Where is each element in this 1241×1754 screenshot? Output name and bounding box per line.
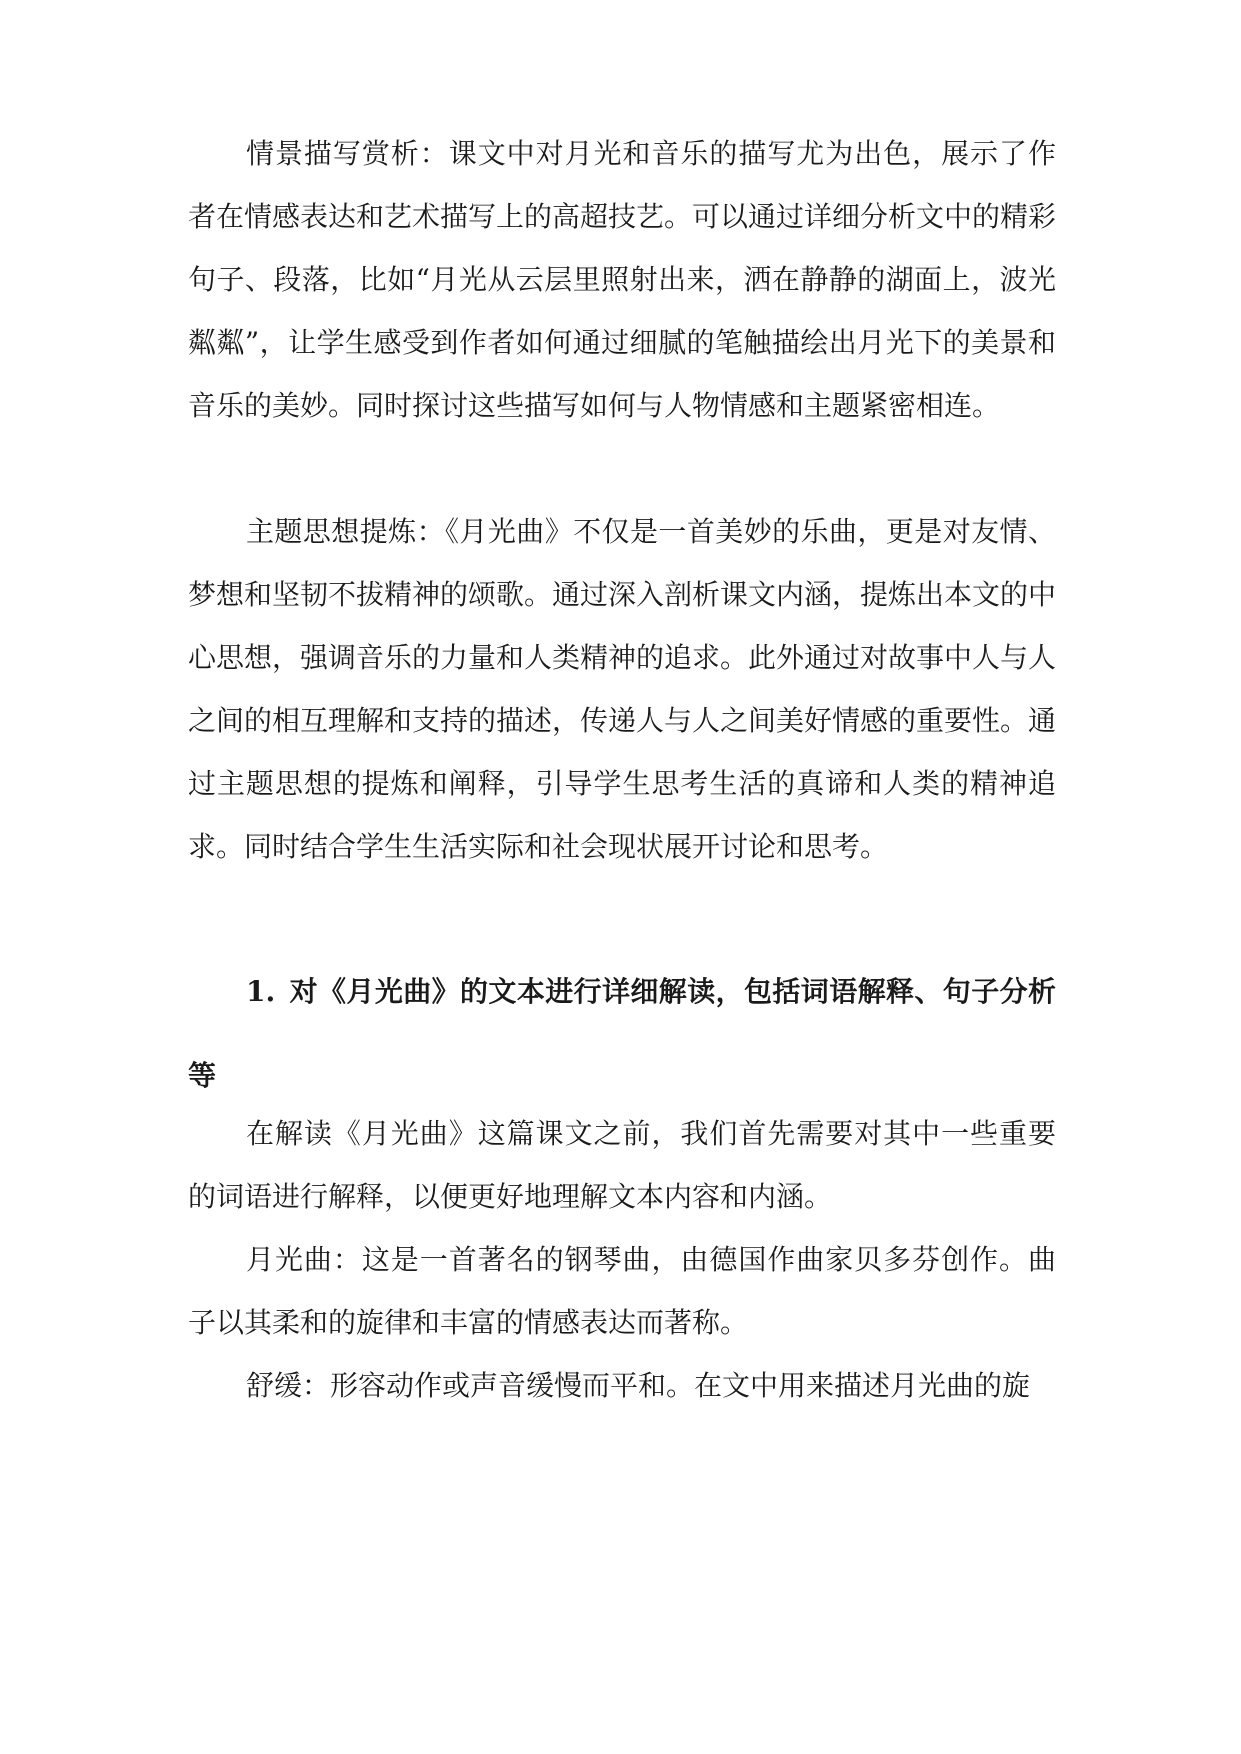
section-heading-number: 1. — [246, 975, 276, 1008]
paragraph-theme-refinement: 主题思想提炼：《月光曲》不仅是一首美妙的乐曲，更是对友情、梦想和坚韧不拔精神的颂歌。通过深入剖析课文内涵，提炼出本文的中心思想，强调音乐的力量和人类精神的追求。此外通过对故事中人与人之间的相互理解和支持的描述，传递人与人之间美好情感的重要性。通过主题思想的提炼和阐释，引导学生思考生活的真谛和人类的精神追求。同时结合学生生活实际和社会现状展开讨论和思考。 — [188, 515, 1057, 863]
paragraph-scene-description-analysis: 情景描写赏析：课文中对月光和音乐的描写尤为出色，展示了作者在情感表达和艺术描写上的高超技艺。可以通过详细分析文中的精彩句子、段落，比如“月光从云层里照射出来，洒在静静的湖面上，波光粼粼”，让学生感受到作者如何通过细腻的笔触描绘出月光下的美景和音乐的美妙。同时探讨这些描写如何与人物情感和主题紧密相连。 — [188, 137, 1057, 422]
section-heading — [188, 950, 1056, 1118]
paragraph-word-interpretation-intro: 在解读《月光曲》这篇课文之前，我们首先需要对其中一些重要的词语进行解释，以便更好地理解文本内容和内涵。 — [188, 1117, 1056, 1213]
paragraph-term-moonlight-sonata: 月光曲：这是一首著名的钢琴曲，由德国作曲家贝多芬创作。曲子以其柔和的旋律和丰富的情感表达而著称。 — [188, 1243, 1056, 1339]
section-heading-text: 对《月光曲》的文本进行详细解读，包括词语解释、句子分析等 — [188, 975, 1056, 1092]
paragraph-term-soothing: 舒缓：形容动作或声音缓慢而平和。在文中用来描述月光曲的旋 — [246, 1369, 1031, 1402]
